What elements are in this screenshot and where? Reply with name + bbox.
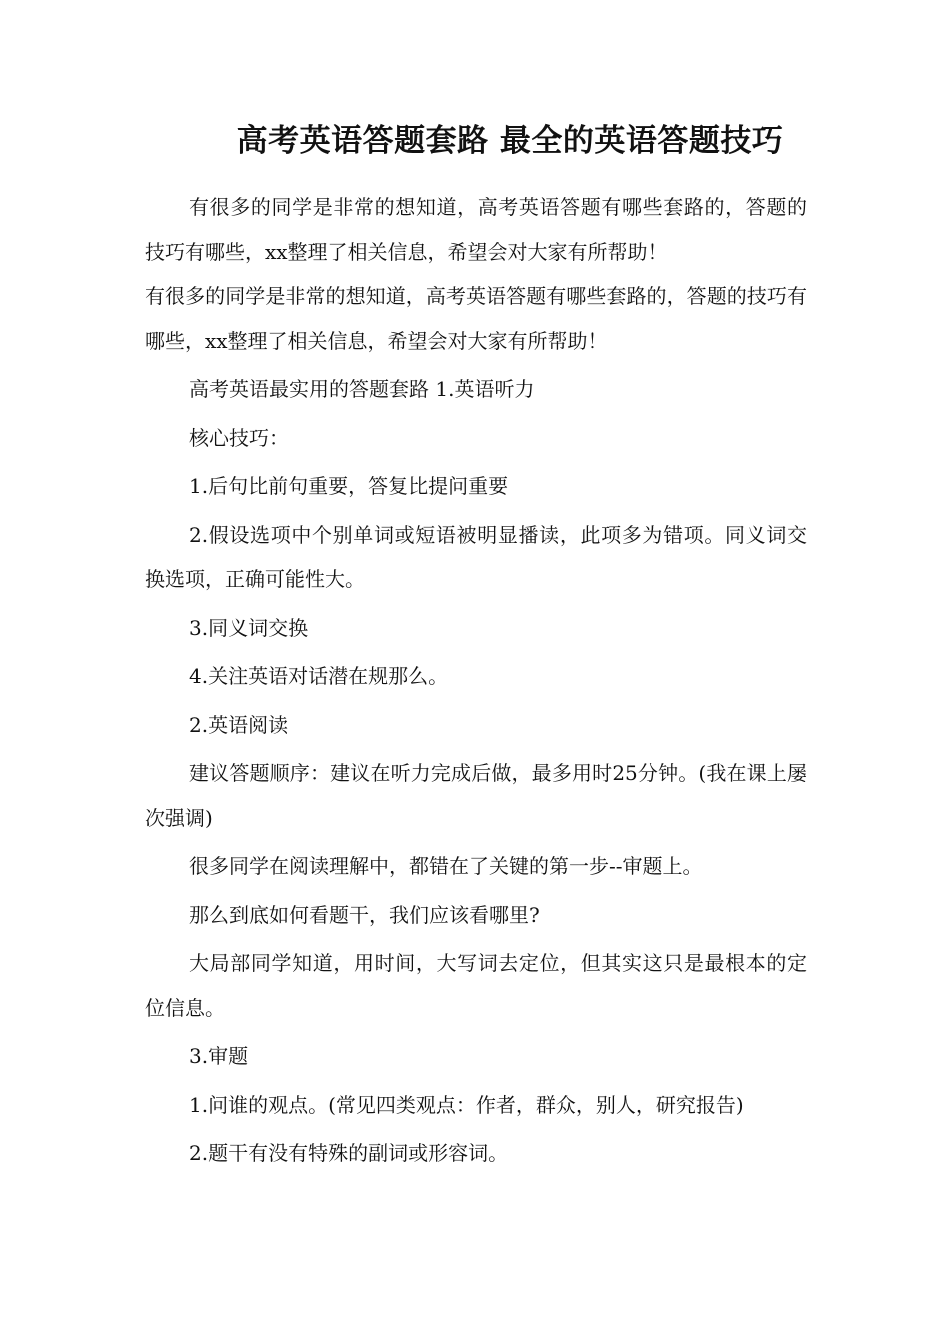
paragraph-tip-2: 2.假设选项中个别单词或短语被明显播读，此项多为错项。同义词交换选项，正确可能性大。 bbox=[145, 522, 807, 591]
paragraph-reading-locate: 大局部同学知道，用时间，大写词去定位，但其实这只是最根本的定位信息。 bbox=[145, 951, 807, 1020]
paragraph-section-review: 3.审题 bbox=[189, 1044, 249, 1068]
paragraph-reading-order: 建议答题顺序：建议在听力完成后做，最多用时25分钟。(我在课上屡次强调) bbox=[145, 761, 807, 830]
paragraph-tip-1: 1.后句比前句重要，答复比提问重要 bbox=[189, 474, 509, 498]
paragraph-tip-4: 4.关注英语对话潜在规那么。 bbox=[189, 664, 449, 688]
paragraph-section-listening: 高考英语最实用的答题套路 1.英语听力 bbox=[189, 377, 535, 401]
paragraph-section-reading: 2.英语阅读 bbox=[189, 712, 289, 737]
document-title: 高考英语答题套路 最全的英语答题技巧 bbox=[236, 123, 784, 159]
paragraph-core-tips: 核心技巧： bbox=[189, 425, 289, 450]
paragraph-reading-question: 那么到底如何看题干，我们应该看哪里? bbox=[189, 902, 540, 927]
paragraph-reading-mistake: 很多同学在阅读理解中，都错在了关键的第一步--审题上。 bbox=[189, 854, 703, 878]
paragraph-intro-repeat: 有很多的同学是非常的想知道，高考英语答题有哪些套路的，答题的技巧有哪些，xx整理了相关信息，希望会对大家有所帮助！ bbox=[145, 284, 807, 353]
document-body bbox=[145, 185, 807, 1180]
paragraph-review-2: 2.题干有没有特殊的副词或形容词。 bbox=[189, 1141, 509, 1165]
paragraph-review-1: 1.问谁的观点。(常见四类观点：作者，群众，别人，研究报告) bbox=[189, 1092, 744, 1117]
paragraph-intro: 有很多的同学是非常的想知道，高考英语答题有哪些套路的，答题的技巧有哪些，xx整理了相关信息，希望会对大家有所帮助！ bbox=[145, 195, 807, 264]
paragraph-tip-3: 3.同义词交换 bbox=[189, 615, 309, 640]
